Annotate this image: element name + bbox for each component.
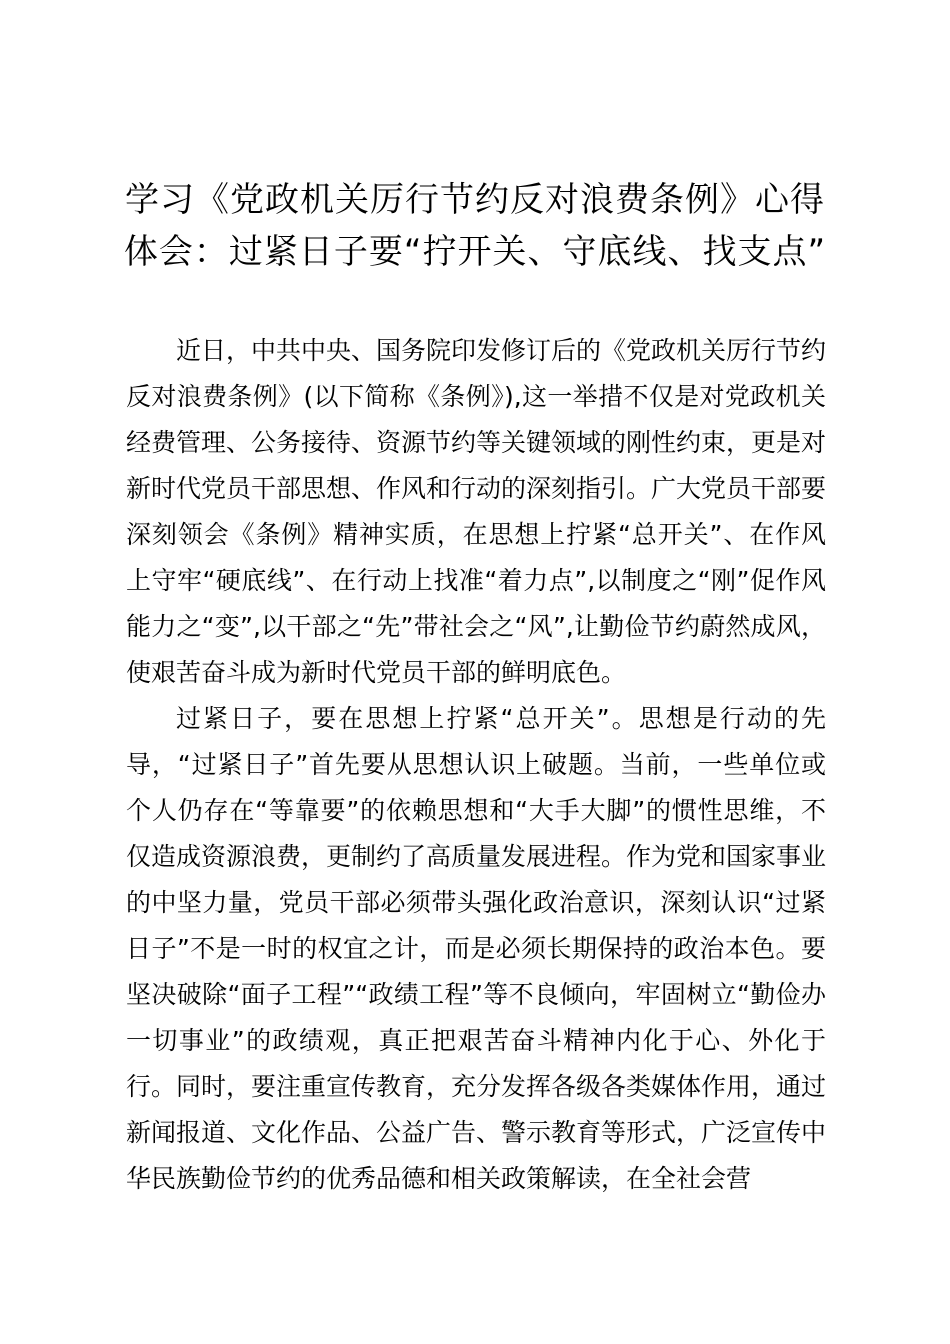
document-body (126, 328, 826, 1202)
paragraph-thought-switch: 过紧日子，要在思想上拧紧“总开关”。思想是行动的先导，“过紧日子”首先要从思想认识上破题。当前，一些单位或个人仍存在“等靠要”的依赖思想和“大手大脚”的惯性思维，不仅造成资源浪费，更制约了高质量发展进程。作为党和国家事业的中坚力量，党员干部必须带头强化政治意识，深刻认识“过紧日子”不是一时的权宜之计，而是必须长期保持的政治本色。要坚决破除“面子工程”“政绩工程”等不良倾向，牢固树立“勤俭办一切事业”的政绩观，真正把艰苦奋斗精神内化于心、外化于行。同时，要注重宣传教育，充分发挥各级各类媒体作用，通过新闻报道、文化作品、公益广告、警示教育等形式，广泛宣传中华民族勤俭节约的优秀品德和相关政策解读，在全社会营 (126, 704, 827, 1193)
document-title: 学习《党政机关厉行节约反对浪费条例》心得体会：过紧日子要“拧开关、守底线、找支点” (123, 180, 827, 272)
paragraph-intro: 近日，中共中央、国务院印发修订后的《党政机关厉行节约反对浪费条例》(以下简称《条例》),这一举措不仅是对党政机关经费管理、公务接待、资源节约等关键领域的刚性约束，更是对新时代党员干部思想、作风和行动的深刻指引。广大党员干部要深刻领会《条例》精神实质，在思想上拧紧“总开关”、在作风上守牢“硬底线”、在行动上找准“着力点”,以制度之“刚”促作风能力之“变”,以干部之“先”带社会之“风”,让勤俭节约蔚然成风，使艰苦奋斗成为新时代党员干部的鲜明底色。 (126, 336, 827, 687)
